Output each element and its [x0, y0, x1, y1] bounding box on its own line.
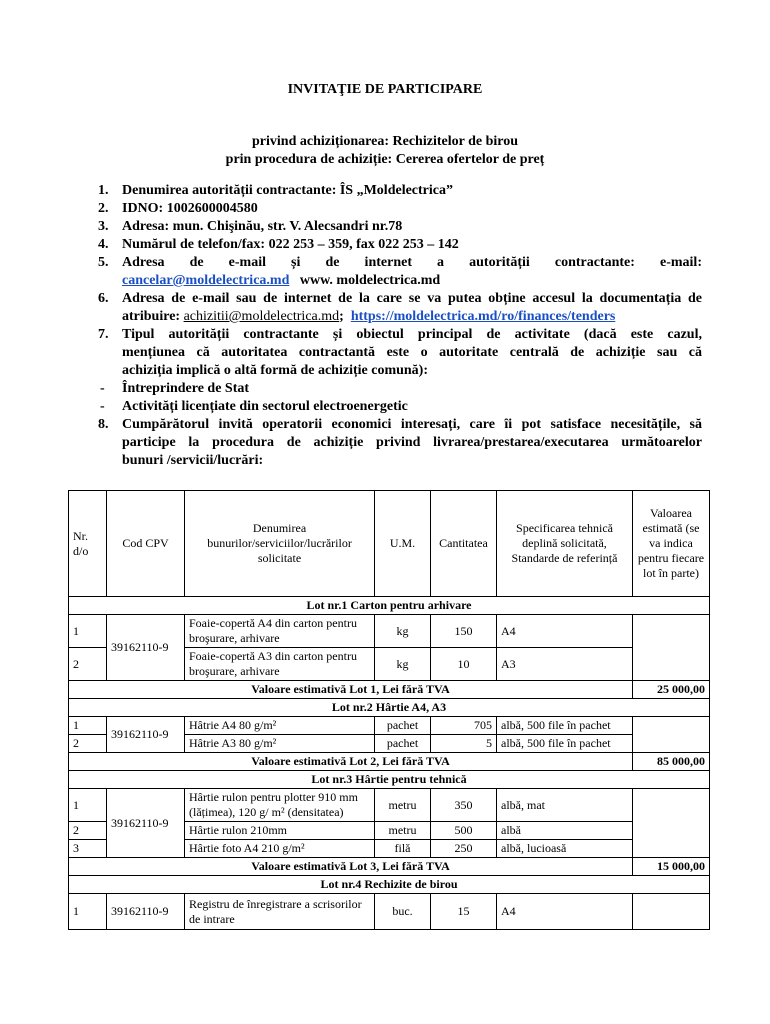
cell-cpv: 39162110-9	[107, 615, 185, 681]
subtitle-line-2: prin procedura de achiziție: Cererea ofertelor de preț	[225, 152, 545, 167]
lot-total-value: 25 000,00	[633, 681, 710, 699]
lot-total-row	[69, 858, 710, 876]
item-number: 7.	[98, 327, 109, 342]
item-text: participe la procedura de achiziție privind livrarea/prestarea/executarea următoarelor	[122, 435, 702, 450]
lot-total-row	[69, 681, 710, 699]
item-number: 2.	[98, 201, 109, 216]
header-nr: Nr. d/o	[69, 491, 107, 597]
item-number: 1.	[98, 183, 109, 198]
item-text: Numărul de telefon/fax: 022 253 – 359, fax 022 253 – 142	[122, 237, 459, 252]
cell-qty: 350	[431, 789, 497, 822]
item-text: Întreprindere de Stat	[122, 381, 250, 396]
table-row	[69, 894, 710, 930]
item-text: Adresa de e-mail și de internet a autorității contractante: e-mail:	[122, 255, 702, 270]
lot-title: Lot nr.1 Carton pentru arhivare	[69, 597, 710, 615]
lot-title: Lot nr.3 Hârtie pentru tehnică	[69, 771, 710, 789]
item-number: 5.	[98, 255, 109, 270]
cell-name: Foaie-copertă A4 din carton pentru broşurare, arhivare	[185, 615, 375, 648]
document-title: INVITAŢIE DE PARTICIPARE	[287, 82, 483, 97]
cell-spec: albă	[497, 822, 633, 840]
cell-value	[633, 894, 710, 930]
item-text: mențiunea că autoritatea contractantă este o autoritate centrală de achiziție sau că	[122, 345, 702, 360]
cell-spec: A4	[497, 615, 633, 648]
cell-name: Hârtie rulon 210mm	[185, 822, 375, 840]
cell-um: metru	[375, 822, 431, 840]
item-text: Tipul autorității contractante și obiectul principal de activitate (dacă este cazul,	[122, 327, 702, 342]
cell-value	[633, 717, 710, 753]
lot-title: Lot nr.2 Hârtie A4, A3	[69, 699, 710, 717]
item-text: bunuri /servicii/lucrări:	[122, 453, 264, 468]
lot-title-row	[69, 771, 710, 789]
procurement-email-link[interactable]: achizitii@moldelectrica.md	[183, 309, 340, 324]
cell-nr: 2	[69, 648, 107, 681]
lot-title: Lot nr.4 Rechizite de birou	[69, 876, 710, 894]
cell-name: Foaie-copertă A3 din carton pentru broşurare, arhivare	[185, 648, 375, 681]
cell-name: Hâtrie A3 80 g/m²	[185, 735, 375, 753]
cell-spec: A3	[497, 648, 633, 681]
item-text: Adresa: mun. Chişinău, str. V. Alecsandri nr.78	[122, 219, 403, 234]
cell-um: buc.	[375, 894, 431, 930]
dash-marker: -	[100, 381, 105, 396]
subtitle-line-1: privind achiziționarea: Rechizitelor de birou	[252, 134, 518, 149]
cell-qty: 705	[431, 717, 497, 735]
dash-item	[98, 380, 702, 398]
cell-name: Registru de înregistrare a scrisorilor de intrare	[185, 894, 375, 930]
item-number: 8.	[98, 417, 109, 432]
cell-um: kg	[375, 615, 431, 648]
cell-nr: 1	[69, 894, 107, 930]
lot-total-label: Valoare estimativă Lot 2, Lei fără TVA	[69, 753, 633, 771]
cell-um: filă	[375, 840, 431, 858]
cell-value	[633, 615, 710, 681]
item-text: Cumpărătorul invită operatorii economici interesați, care îi pot satisface necesitățile, să	[122, 417, 702, 432]
email-link[interactable]: cancelar@moldelectrica.md	[122, 273, 290, 288]
website-text: www. moldelectrica.md	[299, 273, 441, 288]
table-row	[69, 615, 710, 648]
cell-um: metru	[375, 789, 431, 822]
list-item	[98, 218, 702, 236]
lot-total-label: Valoare estimativă Lot 3, Lei fără TVA	[69, 858, 633, 876]
cell-value	[633, 789, 710, 858]
cell-qty: 10	[431, 648, 497, 681]
cell-spec: albă, 500 file în pachet	[497, 717, 633, 735]
cell-um: pachet	[375, 717, 431, 735]
dash-item	[98, 398, 702, 416]
cell-spec: albă, lucioasă	[497, 840, 633, 858]
cell-nr: 1	[69, 789, 107, 822]
lot-total-value: 15 000,00	[633, 858, 710, 876]
list-item: 6. Adresa de e-mail sau de internet de la care se va putea obține accesul la documentația de atribuire: achizitii@moldelectrica.md; https://moldelectrica.md/ro/finances/tenders	[98, 291, 702, 324]
cell-spec: albă, mat	[497, 789, 633, 822]
cell-name: Hârtie rulon pentru plotter 910 mm (lățimea), 120 g/ m² (densitatea)	[185, 789, 375, 822]
cell-nr: 1	[69, 717, 107, 735]
header-value: Valoarea estimată (se va indica pentru fiecare lot în parte)	[633, 491, 710, 597]
cell-name: Hâtrie A4 80 g/m²	[185, 717, 375, 735]
tenders-url-link[interactable]: https://moldelectrica.md/ro/finances/tenders	[350, 309, 616, 324]
cell-nr: 3	[69, 840, 107, 858]
cell-cpv: 39162110-9	[107, 717, 185, 753]
cell-qty: 500	[431, 822, 497, 840]
item-text: Activități licențiate din sectorul electroenergetic	[122, 399, 408, 414]
list-item	[98, 326, 702, 380]
header-name: Denumirea bunurilor/serviciilor/lucrărilor solicitate	[185, 491, 375, 597]
dash-marker: -	[100, 399, 105, 414]
header-spec: Specificarea tehnică deplină solicitată, Standarde de referință	[497, 491, 633, 597]
cell-qty: 250	[431, 840, 497, 858]
cell-spec: A4	[497, 894, 633, 930]
table-header-row	[69, 491, 710, 597]
item-text: atribuire:	[122, 309, 181, 324]
cell-cpv: 39162110-9	[107, 894, 185, 930]
cell-nr: 2	[69, 735, 107, 753]
cell-um: kg	[375, 648, 431, 681]
item-text: Denumirea autorității contractante: ÎS „Moldelectrica”	[122, 183, 453, 198]
lot-title-row	[69, 597, 710, 615]
item-number: 6.	[98, 291, 109, 306]
cell-qty: 15	[431, 894, 497, 930]
document-subtitle	[0, 133, 770, 169]
header-um: U.M.	[375, 491, 431, 597]
cell-cpv: 39162110-9	[107, 789, 185, 858]
lot-title-row	[69, 699, 710, 717]
cell-qty: 150	[431, 615, 497, 648]
lot-total-value: 85 000,00	[633, 753, 710, 771]
list-item	[98, 416, 702, 470]
info-list	[98, 182, 702, 470]
table-row	[69, 789, 710, 822]
item-number: 4.	[98, 237, 109, 252]
cell-name: Hârtie foto A4 210 g/m²	[185, 840, 375, 858]
header-qty: Cantitatea	[431, 491, 497, 597]
item-number: 3.	[98, 219, 109, 234]
list-item	[98, 200, 702, 218]
cell-nr: 2	[69, 822, 107, 840]
lot-total-row	[69, 753, 710, 771]
lot-title-row	[69, 876, 710, 894]
list-item	[98, 182, 702, 200]
table-row	[69, 717, 710, 735]
procurement-table	[68, 490, 710, 930]
lot-total-label: Valoare estimativă Lot 1, Lei fără TVA	[69, 681, 633, 699]
list-item	[98, 236, 702, 254]
cell-spec: albă, 500 file în pachet	[497, 735, 633, 753]
list-item	[98, 254, 702, 290]
cell-um: pachet	[375, 735, 431, 753]
cell-qty: 5	[431, 735, 497, 753]
header-cpv: Cod CPV	[107, 491, 185, 597]
cell-nr: 1	[69, 615, 107, 648]
item-text: achiziția implică o altă formă de achiziție comună):	[122, 363, 428, 378]
item-text: Adresa de e-mail sau de internet de la care se va putea obține accesul la documentația de	[122, 291, 702, 306]
item-text: IDNO: 1002600004580	[122, 201, 258, 216]
